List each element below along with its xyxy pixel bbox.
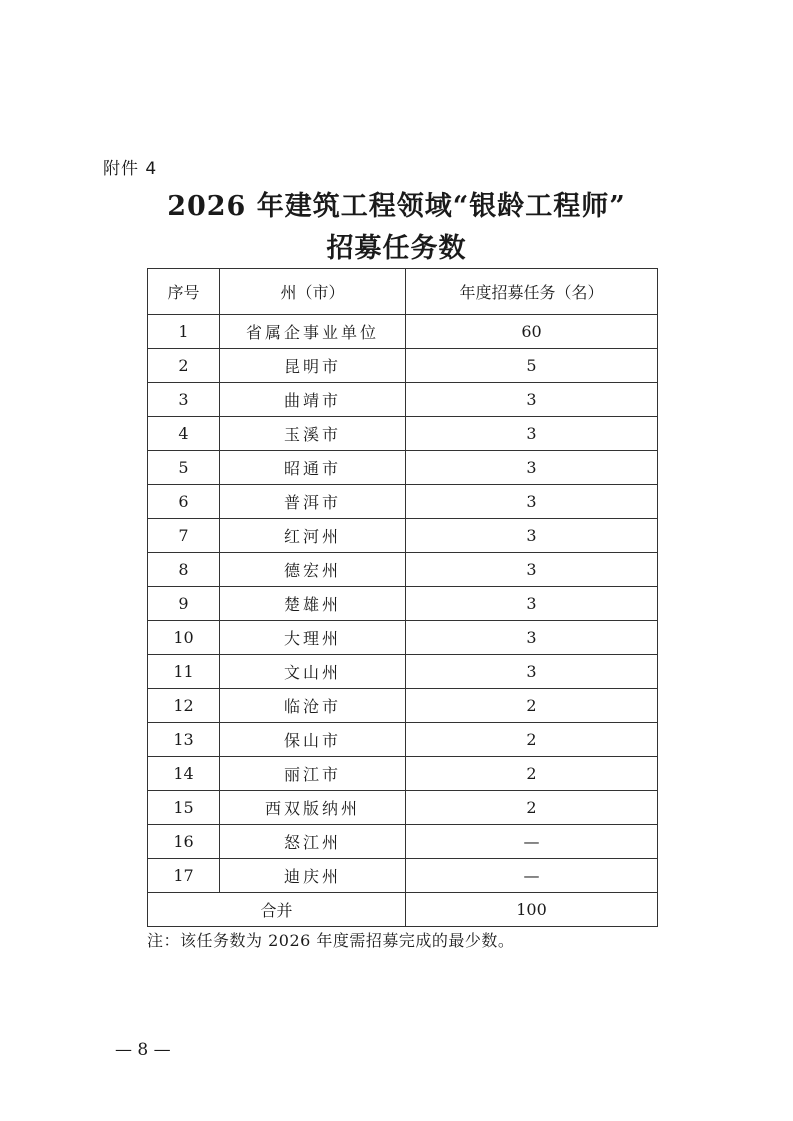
- header-index: 序号: [148, 269, 220, 315]
- row-region: 临沧市: [220, 689, 406, 723]
- row-quota: 5: [406, 349, 658, 383]
- row-quota: —: [406, 825, 658, 859]
- attachment-label: 附件 4: [103, 159, 158, 179]
- row-quota: 3: [406, 553, 658, 587]
- row-region: 楚雄州: [220, 587, 406, 621]
- row-quota: 3: [406, 655, 658, 689]
- row-index: 6: [148, 485, 220, 519]
- footnote: 注：该任务数为 2026 年度需招募完成的最少数。: [147, 931, 515, 950]
- row-region: 曲靖市: [220, 383, 406, 417]
- row-index: 12: [148, 689, 220, 723]
- row-quota: 2: [406, 757, 658, 791]
- row-region: 保山市: [220, 723, 406, 757]
- row-index: 16: [148, 825, 220, 859]
- row-quota: 3: [406, 451, 658, 485]
- row-region: 大理州: [220, 621, 406, 655]
- table-row: [148, 621, 658, 655]
- row-index: 4: [148, 417, 220, 451]
- table-row: [148, 383, 658, 417]
- page-title-line-1: 2026 年建筑工程领域“银龄工程师”: [167, 191, 626, 222]
- page-title-line-2: 招募任务数: [326, 233, 467, 264]
- row-region: 昆明市: [220, 349, 406, 383]
- row-region: 迪庆州: [220, 859, 406, 893]
- row-quota: 3: [406, 383, 658, 417]
- table-row: [148, 451, 658, 485]
- total-label: 合并: [148, 893, 406, 927]
- row-region: 昭通市: [220, 451, 406, 485]
- row-quota: 3: [406, 519, 658, 553]
- row-index: 9: [148, 587, 220, 621]
- table-total-row: [148, 893, 658, 927]
- table-row: [148, 417, 658, 451]
- row-index: 7: [148, 519, 220, 553]
- header-region: 州（市）: [220, 269, 406, 315]
- table-row: [148, 349, 658, 383]
- table-row: [148, 757, 658, 791]
- row-region: 丽江市: [220, 757, 406, 791]
- page-number: — 8 —: [115, 1040, 171, 1060]
- table-row: [148, 723, 658, 757]
- row-region: 怒江州: [220, 825, 406, 859]
- row-region: 红河州: [220, 519, 406, 553]
- table-row: [148, 485, 658, 519]
- row-index: 17: [148, 859, 220, 893]
- row-region: 文山州: [220, 655, 406, 689]
- table-row: [148, 791, 658, 825]
- row-index: 1: [148, 315, 220, 349]
- row-region: 德宏州: [220, 553, 406, 587]
- table-row: [148, 587, 658, 621]
- row-index: 2: [148, 349, 220, 383]
- row-quota: 2: [406, 689, 658, 723]
- row-region: 省属企事业单位: [220, 315, 406, 349]
- table-row: [148, 519, 658, 553]
- row-index: 14: [148, 757, 220, 791]
- row-quota: —: [406, 859, 658, 893]
- row-quota: 3: [406, 587, 658, 621]
- row-index: 10: [148, 621, 220, 655]
- row-quota: 3: [406, 621, 658, 655]
- row-quota: 3: [406, 417, 658, 451]
- row-region: 普洱市: [220, 485, 406, 519]
- row-quota: 60: [406, 315, 658, 349]
- row-index: 11: [148, 655, 220, 689]
- row-quota: 2: [406, 791, 658, 825]
- row-index: 13: [148, 723, 220, 757]
- table-row: [148, 655, 658, 689]
- recruitment-task-table: [147, 268, 658, 927]
- table-header-row: [148, 269, 658, 315]
- total-value: 100: [406, 893, 658, 927]
- table-row: [148, 315, 658, 349]
- row-index: 5: [148, 451, 220, 485]
- header-quota: 年度招募任务（名）: [406, 269, 658, 315]
- row-index: 3: [148, 383, 220, 417]
- table-row: [148, 825, 658, 859]
- table-row: [148, 859, 658, 893]
- row-region: 玉溪市: [220, 417, 406, 451]
- row-region: 西双版纳州: [220, 791, 406, 825]
- row-quota: 3: [406, 485, 658, 519]
- row-quota: 2: [406, 723, 658, 757]
- table-row: [148, 553, 658, 587]
- row-index: 15: [148, 791, 220, 825]
- row-index: 8: [148, 553, 220, 587]
- table-row: [148, 689, 658, 723]
